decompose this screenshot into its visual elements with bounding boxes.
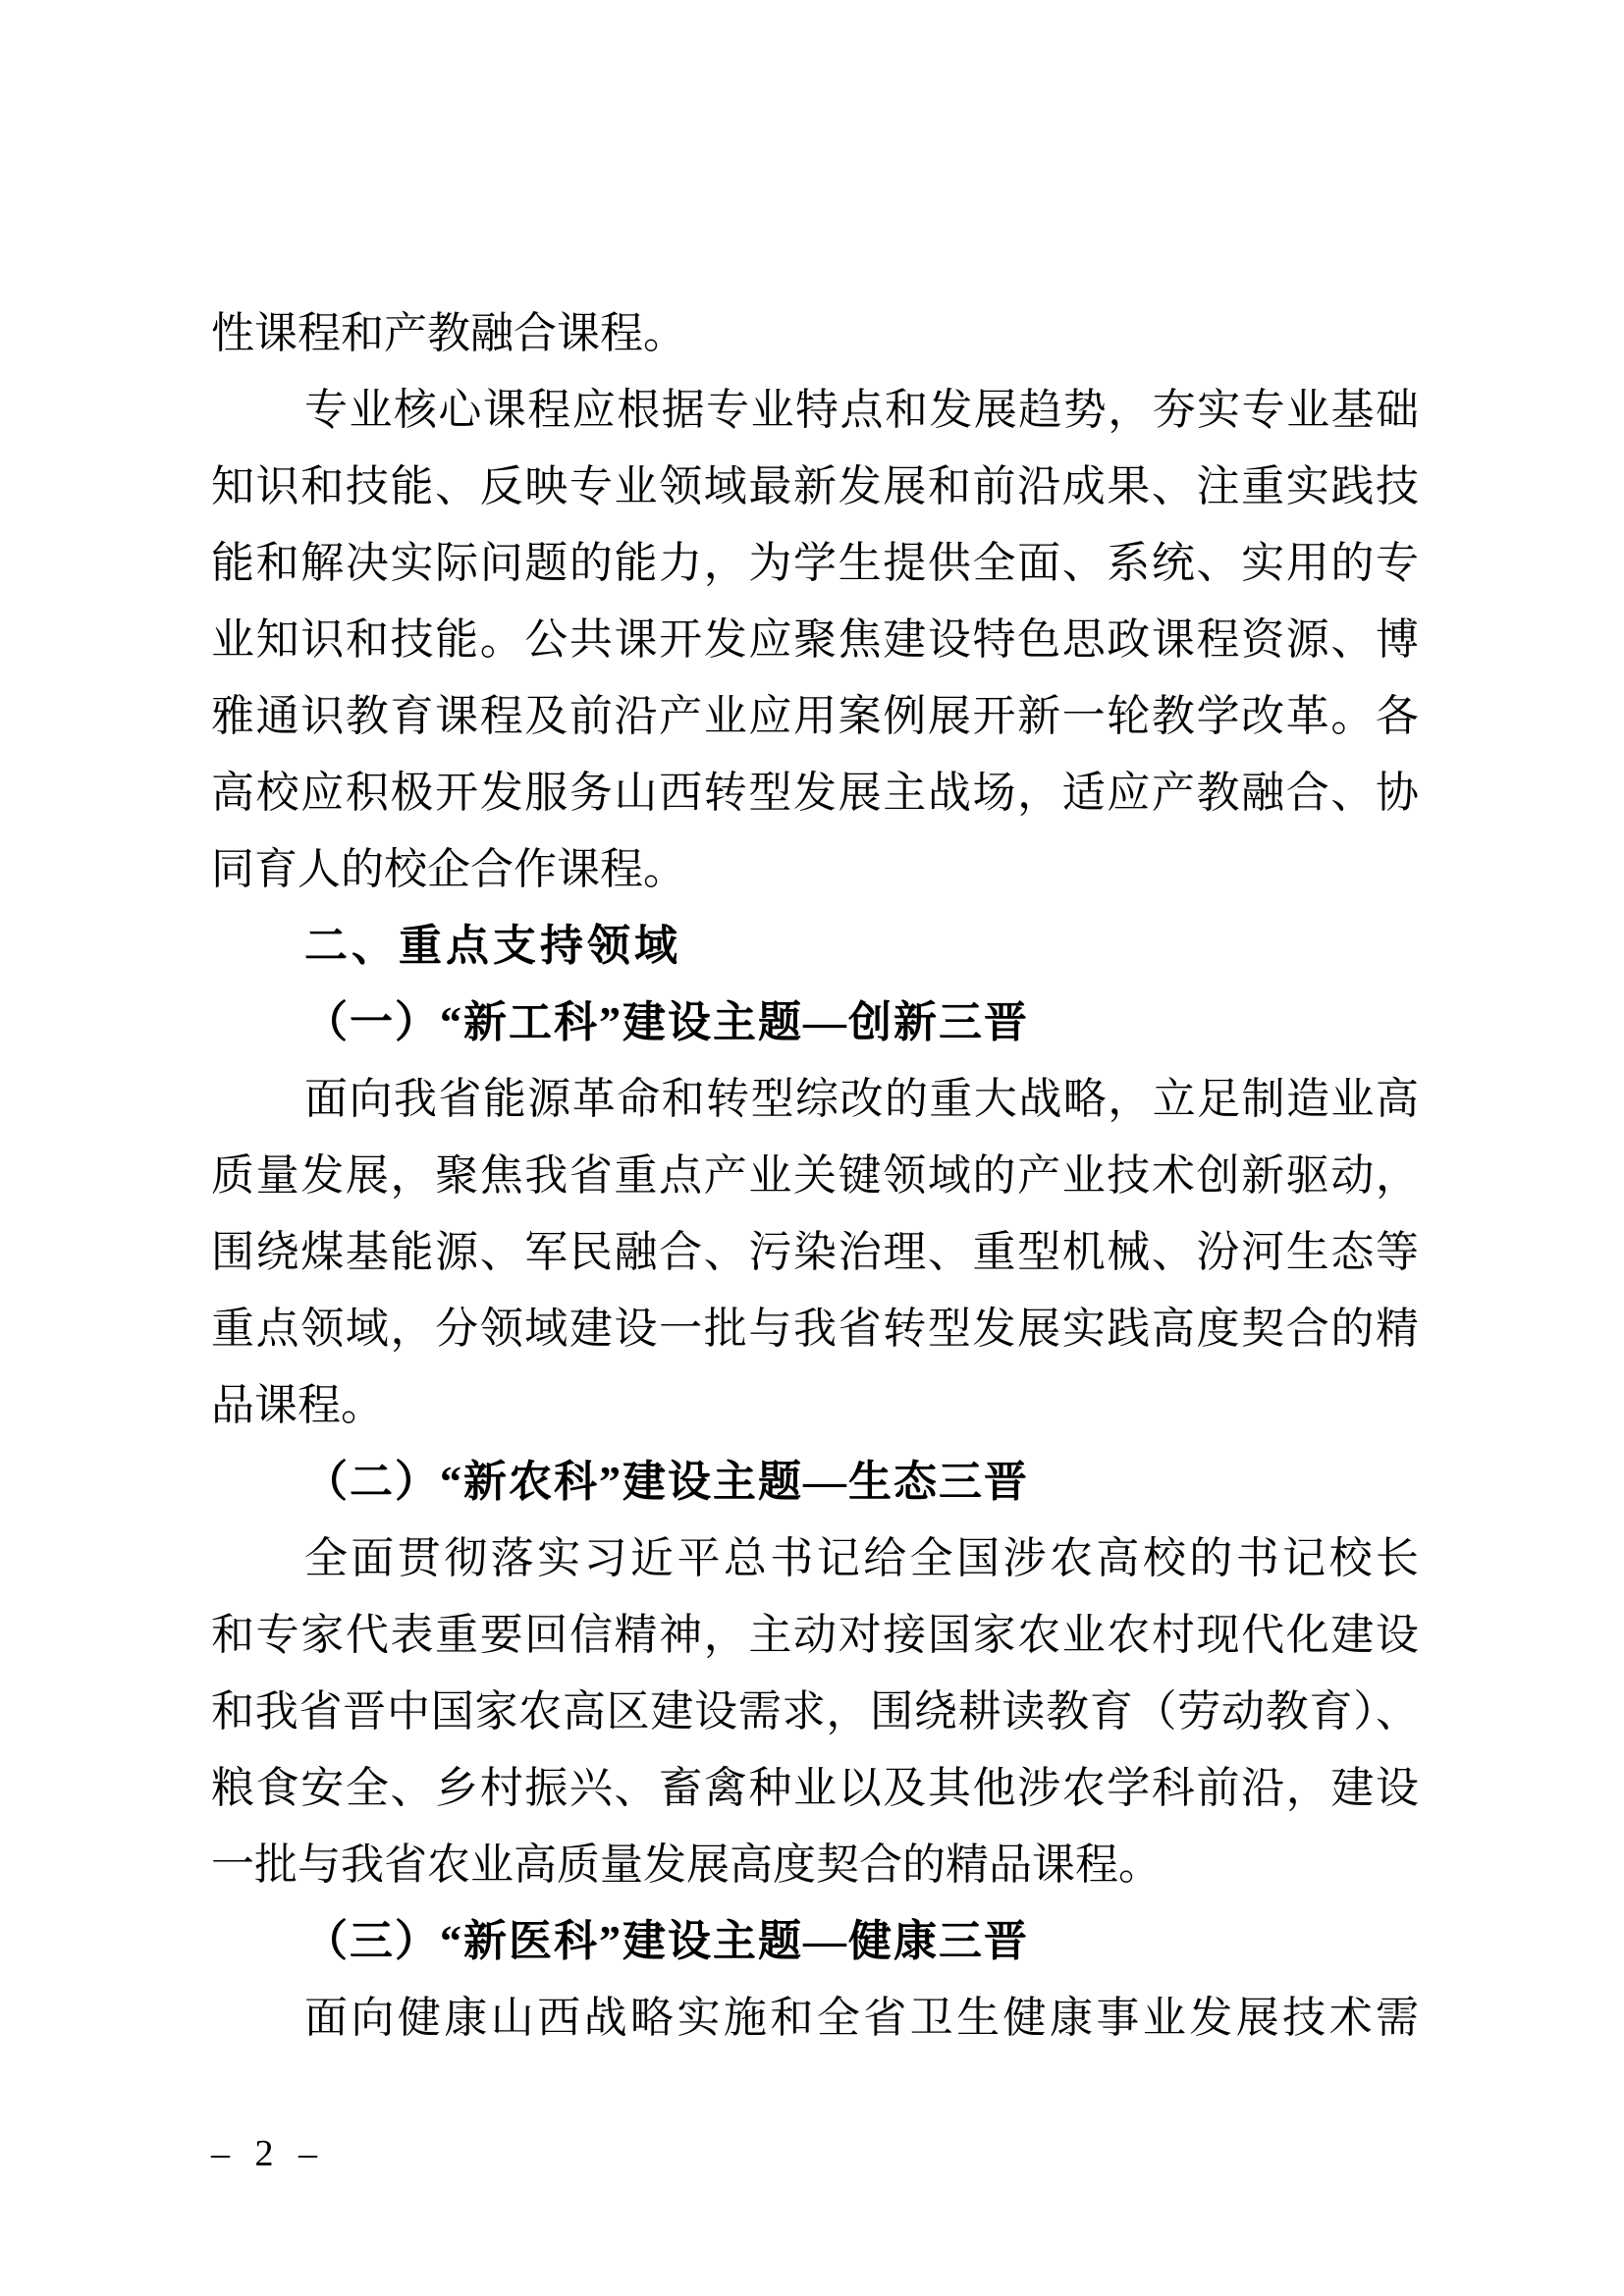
body-line: 品课程。 [211, 1381, 384, 1429]
body-line: 重点领域，分领域建设一批与我省转型发展实践高度契合的精 [211, 1305, 1419, 1353]
body-line: 专业核心课程应根据专业特点和发展趋势，夯实专业基础 [304, 386, 1419, 434]
body-line: 粮食安全、乡村振兴、畜禽种业以及其他涉农学科前沿，建设 [211, 1764, 1419, 1812]
body-line: 围绕煤基能源、军民融合、污染治理、重型机械、汾河生态等 [211, 1228, 1419, 1276]
body-line: 面向健康山西战略实施和全省卫生健康事业发展技术需 [304, 1994, 1419, 2042]
body-line: 能和解决实际问题的能力，为学生提供全面、系统、实用的专 [211, 539, 1419, 587]
subsection-heading: （二）“新农科”建设主题—生态三晋 [304, 1458, 1029, 1506]
body-line: 高校应积极开发服务山西转型发展主战场，适应产教融合、协 [211, 769, 1419, 817]
body-line: 全面贯彻落实习近平总书记给全国涉农高校的书记校长 [304, 1534, 1419, 1582]
body-line: 面向我省能源革命和转型综改的重大战略，立足制造业高 [304, 1075, 1419, 1123]
body-line: 业知识和技能。公共课开发应聚焦建设特色思政课程资源、博 [211, 615, 1419, 664]
subsection-heading: （一）“新工科”建设主题—创新三晋 [304, 998, 1029, 1046]
body-line: 同育人的校企合作课程。 [211, 845, 686, 893]
section-heading: 二、重点支持领域 [304, 922, 681, 970]
body-line: 雅通识教育课程及前沿产业应用案例展开新一轮教学改革。各 [211, 692, 1419, 740]
subsection-heading: （三）“新医科”建设主题—健康三晋 [304, 1917, 1029, 1965]
body-line: 知识和技能、反映专业领域最新发展和前沿成果、注重实践技 [211, 462, 1419, 510]
body-line: 和我省晋中国家农高区建设需求，围绕耕读教育（劳动教育）、 [211, 1687, 1419, 1735]
body-line: 性课程和产教融合课程。 [211, 309, 686, 357]
body-line: 一批与我省农业高质量发展高度契合的精品课程。 [211, 1841, 1162, 1889]
body-line: 和专家代表重要回信精神，主动对接国家农业农村现代化建设 [211, 1611, 1419, 1659]
body-line: 质量发展，聚焦我省重点产业关键领域的产业技术创新驱动， [211, 1151, 1419, 1200]
page-number: – 2 – [211, 2133, 325, 2174]
document-body [211, 295, 1419, 2056]
